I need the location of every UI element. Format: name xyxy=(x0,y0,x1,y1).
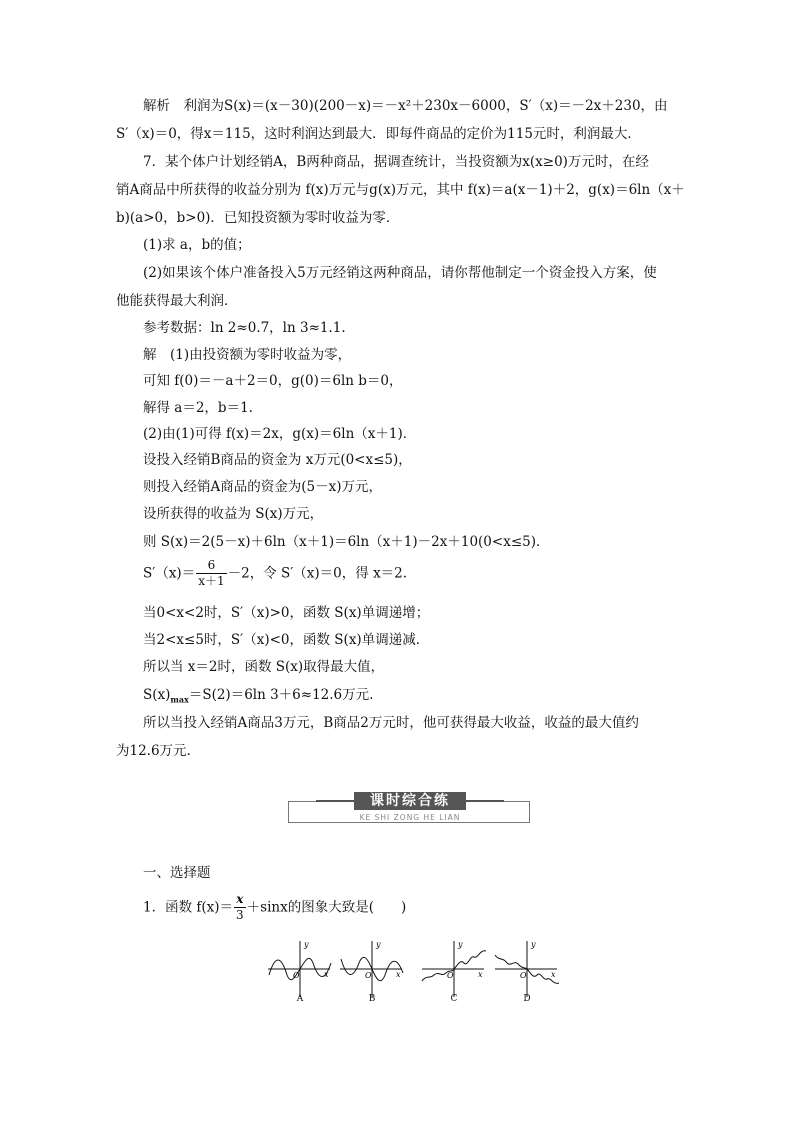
x-axis-label: x xyxy=(551,970,556,979)
fraction xyxy=(234,892,246,923)
option-a-label: A xyxy=(296,994,304,1004)
fraction-numerator: 6 xyxy=(196,558,226,574)
text-line: 7．某个体户计划经销A，B两种商品，据调查统计，当投资额为x(x≥0)万元时，在经 xyxy=(143,154,649,170)
fraction xyxy=(196,558,226,589)
x-axis-label: x xyxy=(324,970,329,979)
option-a-graph[interactable] xyxy=(266,937,336,999)
option-b-label: B xyxy=(368,994,376,1004)
option-d-label: D xyxy=(523,994,531,1004)
origin-label: O xyxy=(520,971,527,980)
origin-label: O xyxy=(447,971,454,980)
text-line: 所以当投入经销A商品3万元，B商品2万元时，他可获得最大收益，收益的最大值约 xyxy=(143,715,639,731)
text-line: 可知 f(0)＝－a＋2＝0，g(0)＝6ln b＝0， xyxy=(143,373,403,389)
banner-title: 课时综合练 xyxy=(354,792,466,810)
option-b-graph[interactable] xyxy=(338,937,408,999)
question-prefix: 1．函数 f(x)＝ xyxy=(143,899,234,916)
question-suffix: ＋sinx的图象大致是( ) xyxy=(246,899,407,916)
origin-label: O xyxy=(365,971,372,980)
derivative-prefix: S′（x)＝ xyxy=(143,565,196,582)
derivative-formula xyxy=(143,558,407,594)
text-line: 则 S(x)＝2(5－x)＋6ln（x＋1)＝6ln（x＋1)－2x＋10(0<x≤5)． xyxy=(143,534,550,550)
max-suffix: ＝S(2)＝6ln 3＋6≈12.6万元. xyxy=(188,687,374,703)
fraction-numerator: x xyxy=(234,892,246,908)
max-prefix: S(x) xyxy=(143,687,171,703)
x-axis-label: x xyxy=(396,970,401,979)
text-line: 当2<x≤5时，S′（x)<0，函数 S(x)单调递减． xyxy=(143,632,430,648)
y-axis-label: y xyxy=(458,940,463,949)
text-line: S′（x)＝0，得x＝115，这时利润达到最大．即每件商品的定价为115元时，利润最大． xyxy=(116,126,641,142)
text-line: 解析 利润为S(x)＝(x－30)(200－x)＝－x²＋230x－6000，S′（x)＝－2x＋230，由 xyxy=(143,98,668,114)
option-c-graph[interactable] xyxy=(420,937,490,999)
option-c-label: C xyxy=(450,994,458,1004)
text-line: 销A商品中所获得的收益分别为 f(x)万元与g(x)万元，其中 f(x)＝a(x－1)＋2，g(x)＝6ln（x＋ xyxy=(116,182,685,198)
text-line: (1)求 a，b的值； xyxy=(143,237,251,253)
max-value-formula xyxy=(143,686,373,709)
derivative-suffix: －2，令 S′（x)＝0，得 x＝2. xyxy=(227,565,408,582)
text-line: (2)由(1)可得 f(x)＝2x，g(x)＝6ln（x＋1)． xyxy=(143,426,417,442)
y-axis-label: y xyxy=(376,940,381,949)
option-d-graph[interactable] xyxy=(493,937,563,999)
origin-label: O xyxy=(293,971,300,980)
text-line: 则投入经销A商品的资金为(5－x)万元， xyxy=(143,479,382,495)
text-line: 设投入经销B商品的资金为 x万元(0<x≤5)， xyxy=(143,452,412,468)
banner-subtitle: KE SHI ZONG HE LIAN xyxy=(359,813,461,822)
text-line: b)(a>0，b>0)．已知投资额为零时收益为零． xyxy=(116,210,400,226)
banner-rule-left xyxy=(316,800,354,802)
section-heading: 一、选择题 xyxy=(143,865,211,881)
fraction-denominator: x＋1 xyxy=(198,574,225,588)
question-1 xyxy=(143,892,406,928)
text-line: 解 (1)由投资额为零时收益为零， xyxy=(143,347,352,363)
fraction-denominator: 3 xyxy=(236,908,244,922)
x-axis-label: x xyxy=(478,970,483,979)
text-line: 为12.6万元. xyxy=(116,743,191,759)
text-line: (2)如果该个体户准备投入5万元经销这两种商品，请你帮他制定一个资金投入方案，使 xyxy=(143,265,657,281)
text-line: 设所获得的收益为 S(x)万元， xyxy=(143,506,324,522)
text-line: 当0<x<2时，S′（x)>0，函数 S(x)单调递增； xyxy=(143,605,430,621)
y-axis-label: y xyxy=(531,940,536,949)
y-axis-label: y xyxy=(304,940,309,949)
text-line: 解得 a＝2，b＝1. xyxy=(143,400,253,416)
max-subscript: max xyxy=(170,694,189,705)
text-line: 他能获得最大利润． xyxy=(116,293,238,309)
section-banner xyxy=(288,791,532,825)
banner-rule-right xyxy=(466,800,504,802)
text-line: 参考数据：ln 2≈0.7，ln 3≈1.1. xyxy=(143,320,346,336)
text-line: 所以当 x＝2时，函数 S(x)取得最大值， xyxy=(143,659,385,675)
